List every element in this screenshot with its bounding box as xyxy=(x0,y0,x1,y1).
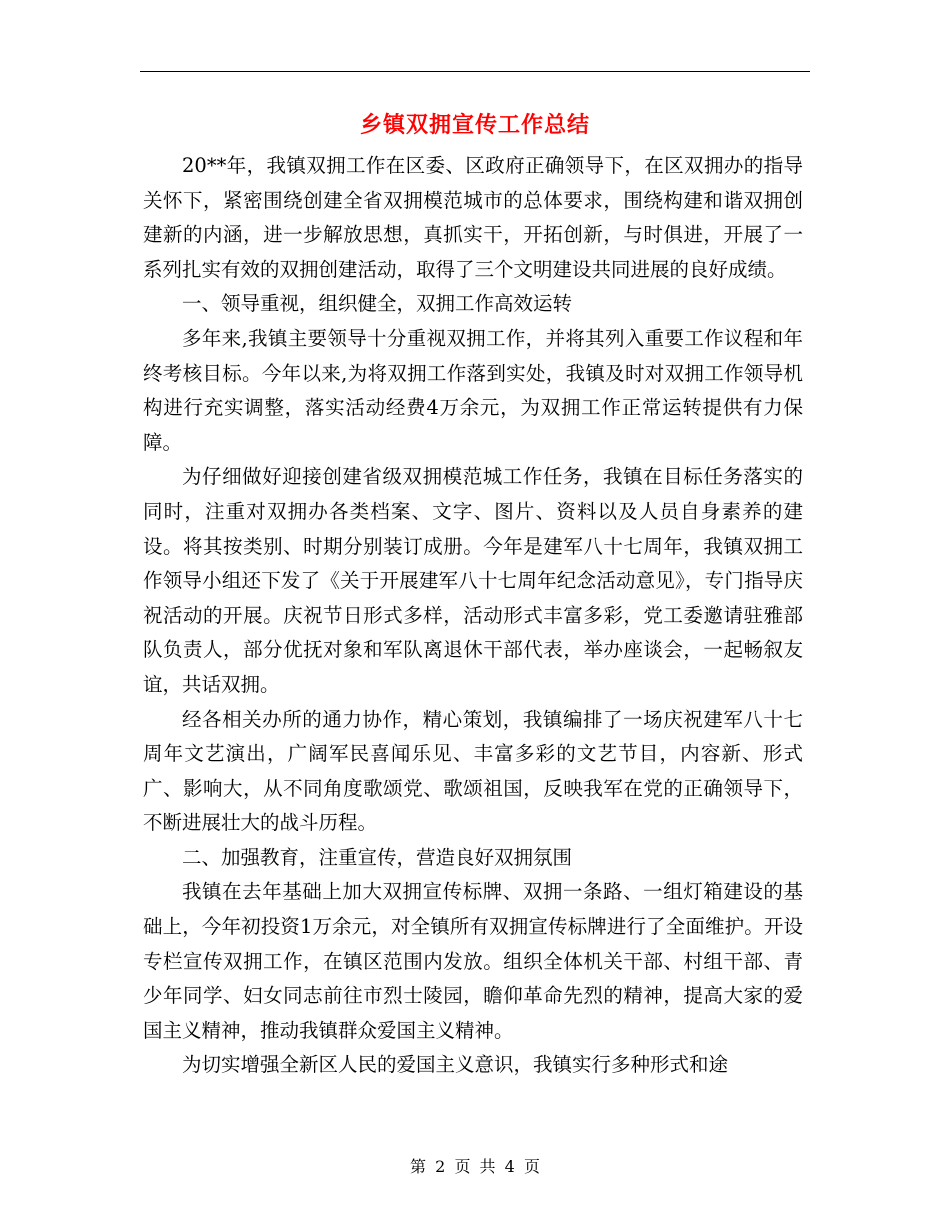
total-pages: 4 xyxy=(504,1157,515,1176)
total-unit: 页 xyxy=(523,1157,540,1176)
paragraph-intro: 20**年，我镇双拥工作在区委、区政府正确领导下，在区双拥办的指导关怀下，紧密围绕创建全省双拥模范城市的总体要求，围绕构建和谐双拥创建新的内涵，进一步解放思想，真抓实干，开拓创新，与时俱进，开展了一系列扎实有效的双拥创建活动，取得了三个文明建设共同进展的良好成绩。 xyxy=(143,154,803,281)
document-body xyxy=(143,149,803,1083)
header-rule xyxy=(140,71,810,72)
paragraph: 为仔细做好迎接创建省级双拥模范城工作任务，我镇在目标任务落实的同时，注重对双拥办各类档案、文字、图片、资料以及人员自身素养的建设。将其按类别、时期分别装订成册。今年是建军八十七周年，我镇双拥工作领导小组还下发了《关于开展建军八十七周年纪念活动意见》，专门指导庆祝活动的开展。庆祝节日形式多样，活动形式丰富多彩，党工委邀请驻雅部队负责人，部分优抚对象和军队离退休干部代表，举办座谈会，一起畅叙友谊，共话双拥。 xyxy=(143,465,803,696)
page-unit: 页 xyxy=(454,1157,471,1176)
paragraph: 我镇在去年基础上加大双拥宣传标牌、双拥一条路、一组灯箱建设的基础上，今年初投资1万余元，对全镇所有双拥宣传标牌进行了全面维护。开设专栏宣传双拥工作，在镇区范围内发放。组织全体机关干部、村组干部、青少年同学、妇女同志前往市烈士陵园，瞻仰革命先烈的精神，提高大家的爱国主义精神，推动我镇群众爱国主义精神。 xyxy=(143,880,803,1042)
page-number: 2 xyxy=(435,1157,446,1176)
paragraph: 为切实增强全新区人民的爱国主义意识，我镇实行多种形式和途 xyxy=(182,1053,729,1077)
section-heading-1: 一、领导重视，组织健全，双拥工作高效运转 xyxy=(182,292,573,316)
section-heading-2: 二、加强教育，注重宣传，营造良好双拥氛围 xyxy=(182,845,573,869)
page-footer xyxy=(0,1154,950,1177)
page-prefix: 第 xyxy=(410,1157,427,1176)
document-title: 乡镇双拥宣传工作总结 xyxy=(359,112,590,138)
paragraph: 多年来,我镇主要领导十分重视双拥工作，并将其列入重要工作议程和年终考核目标。今年以来,为将双拥工作落到实处，我镇及时对双拥工作领导机构进行充实调整，落实活动经费4万余元，为双拥工作正常运转提供有力保障。 xyxy=(143,326,803,454)
paragraph: 经各相关办所的通力协作，精心策划，我镇编排了一场庆祝建军八十七周年文艺演出，广阔军民喜闻乐见、丰富多彩的文艺节目，内容新、形式广、影响大，从不同角度歌颂党、歌颂祖国，反映我军在党的正确领导下，不断进展壮大的战斗历程。 xyxy=(143,707,803,835)
total-prefix: 共 xyxy=(479,1157,496,1176)
